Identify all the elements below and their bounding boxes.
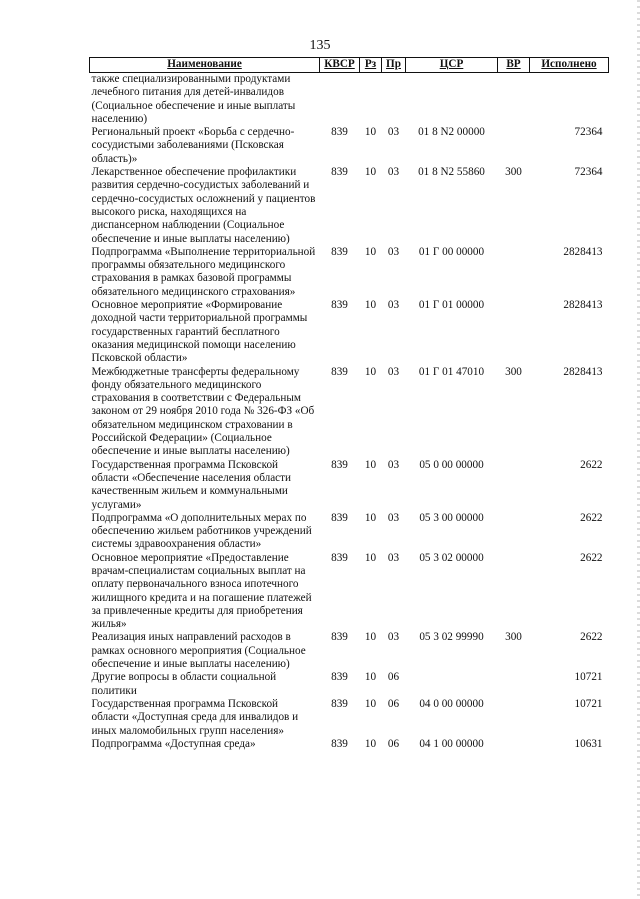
header-vr: ВР bbox=[498, 58, 530, 73]
cell-pr: 03 bbox=[387, 511, 400, 524]
cell-executed: 2828413 bbox=[563, 245, 603, 258]
cell-name: Подпрограмма «Доступная среда» bbox=[91, 737, 256, 750]
table-row bbox=[90, 512, 609, 552]
cell-executed: 2828413 bbox=[563, 365, 603, 378]
cell-rz: 10 bbox=[364, 245, 377, 258]
table-body bbox=[90, 73, 609, 752]
cell-pr: 03 bbox=[387, 299, 400, 312]
cell-executed: 2828413 bbox=[563, 299, 603, 312]
cell-kvsr: 839 bbox=[331, 166, 348, 179]
cell-name: Основное мероприятие «Формирование доходной части территориальной программы государственных гарантий бесплатного оказания медицинской помощи населению Псковской области» bbox=[91, 299, 308, 365]
cell-kvsr bbox=[320, 73, 360, 127]
header-executed: Исполнено bbox=[530, 58, 609, 73]
cell-name: Реализация иных направлений расходов в рамках основного мероприятия (Социальное обеспечение и иные выплаты населению) bbox=[91, 631, 306, 671]
cell-csr: 01 8 N2 55860 bbox=[418, 166, 485, 179]
cell-executed: 2622 bbox=[580, 511, 603, 524]
cell-rz: 10 bbox=[364, 299, 377, 312]
cell-executed: 10631 bbox=[574, 737, 603, 750]
cell-name: Другие вопросы в области социальной политики bbox=[91, 671, 277, 697]
cell-rz: 10 bbox=[364, 737, 377, 750]
cell-rz: 10 bbox=[364, 671, 377, 684]
cell-vr bbox=[498, 459, 530, 512]
cell-pr: 06 bbox=[387, 671, 400, 684]
header-csr: ЦСР bbox=[406, 58, 498, 73]
cell-rz: 10 bbox=[364, 126, 377, 139]
cell-pr: 03 bbox=[387, 126, 400, 139]
cell-vr: 300 bbox=[505, 631, 522, 644]
table-row bbox=[90, 126, 609, 166]
table-row bbox=[90, 246, 609, 299]
cell-kvsr: 839 bbox=[331, 511, 348, 524]
cell-vr bbox=[498, 738, 530, 751]
cell-pr: 03 bbox=[387, 458, 400, 471]
cell-executed: 72364 bbox=[574, 126, 603, 139]
cell-vr bbox=[498, 671, 530, 698]
cell-rz bbox=[360, 73, 382, 127]
cell-vr bbox=[498, 73, 530, 127]
cell-rz: 10 bbox=[364, 365, 377, 378]
cell-kvsr: 839 bbox=[331, 245, 348, 258]
cell-kvsr: 839 bbox=[331, 631, 348, 644]
cell-csr: 01 Г 01 47010 bbox=[418, 365, 485, 378]
cell-vr bbox=[498, 126, 530, 166]
cell-name: Подпрограмма «О дополнительных мерах по обеспечению жильем работников учреждений системы здравоохранения области» bbox=[91, 511, 312, 551]
cell-pr: 06 bbox=[387, 737, 400, 750]
cell-vr bbox=[498, 512, 530, 552]
cell-rz: 10 bbox=[364, 551, 377, 564]
cell-kvsr: 839 bbox=[331, 458, 348, 471]
cell-name: Государственная программа Псковской области «Обеспечение населения области качественным жильем и коммунальными услугами» bbox=[91, 458, 292, 511]
cell-vr bbox=[498, 552, 530, 632]
header-pr: Пр bbox=[382, 58, 406, 73]
cell-rz: 10 bbox=[364, 458, 377, 471]
cell-vr bbox=[498, 299, 530, 365]
cell-vr: 300 bbox=[505, 166, 522, 179]
cell-vr bbox=[498, 698, 530, 738]
header-rz: Рз bbox=[360, 58, 382, 73]
cell-name: Основное мероприятие «Предоставление врачам-специалистам социальных выплат на оплату первоначального взноса ипотечного жилищного кредита и на погашение платежей за привлеченные кредиты для приобретения жилья» bbox=[91, 551, 312, 631]
cell-vr: 300 bbox=[505, 365, 522, 378]
cell-pr: 03 bbox=[387, 631, 400, 644]
table-row bbox=[90, 738, 609, 751]
table-row bbox=[90, 459, 609, 512]
cell-csr: 01 Г 01 00000 bbox=[418, 299, 485, 312]
cell-rz: 10 bbox=[364, 166, 377, 179]
table-row bbox=[90, 73, 609, 127]
cell-csr: 01 8 N2 00000 bbox=[418, 126, 485, 139]
cell-executed: 2622 bbox=[580, 631, 603, 644]
table-row bbox=[90, 552, 609, 632]
cell-kvsr: 839 bbox=[331, 126, 348, 139]
cell-name: Лекарственное обеспечение профилактики развития сердечно-сосудистых заболеваний и сердечно-сосудистых осложнений у пациентов высокого риска, находящихся на диспансерном наблюдении (Социальное обеспечение и иные выплаты населению) bbox=[91, 166, 316, 245]
cell-kvsr: 839 bbox=[331, 737, 348, 750]
cell-name: также специализированными продуктами лечебного питания для детей-инвалидов (Социальное обеспечение и иные выплаты населению) bbox=[91, 73, 296, 125]
cell-executed: 72364 bbox=[574, 166, 603, 179]
cell-executed bbox=[530, 73, 609, 127]
cell-executed: 2622 bbox=[580, 458, 603, 471]
cell-rz: 10 bbox=[364, 511, 377, 524]
cell-csr bbox=[406, 73, 498, 127]
cell-pr: 03 bbox=[387, 365, 400, 378]
table-row bbox=[90, 698, 609, 738]
table-row bbox=[90, 366, 609, 459]
cell-csr: 05 3 02 99990 bbox=[419, 631, 484, 644]
cell-csr: 05 3 00 00000 bbox=[419, 511, 484, 524]
cell-csr: 04 1 00 00000 bbox=[419, 737, 484, 750]
cell-csr: 05 3 02 00000 bbox=[419, 551, 484, 564]
cell-vr bbox=[498, 246, 530, 299]
cell-rz: 10 bbox=[364, 631, 377, 644]
cell-kvsr: 839 bbox=[331, 697, 348, 710]
budget-execution-table bbox=[89, 57, 609, 751]
cell-name: Государственная программа Псковской области «Доступная среда для инвалидов и иных маломобильных групп населения» bbox=[91, 697, 299, 737]
cell-kvsr: 839 bbox=[331, 299, 348, 312]
cell-kvsr: 839 bbox=[331, 551, 348, 564]
cell-pr bbox=[382, 73, 406, 127]
table-row bbox=[90, 299, 609, 365]
cell-name: Подпрограмма «Выполнение территориальной программы обязательного медицинского страхования в рамках базовой программы обязательного медицинского страхования» bbox=[91, 245, 316, 298]
cell-csr: 04 0 00 00000 bbox=[419, 697, 484, 710]
header-name: Наименование bbox=[90, 58, 320, 73]
cell-executed: 2622 bbox=[580, 551, 603, 564]
table-row bbox=[90, 166, 609, 246]
cell-rz: 10 bbox=[364, 697, 377, 710]
cell-pr: 03 bbox=[387, 245, 400, 258]
cell-pr: 03 bbox=[387, 166, 400, 179]
cell-kvsr: 839 bbox=[331, 365, 348, 378]
page-number: 135 bbox=[309, 38, 331, 53]
cell-executed: 10721 bbox=[574, 671, 603, 684]
cell-pr: 03 bbox=[387, 551, 400, 564]
cell-pr: 06 bbox=[387, 697, 400, 710]
cell-csr: 05 0 00 00000 bbox=[419, 458, 484, 471]
cell-csr: 01 Г 00 00000 bbox=[418, 245, 485, 258]
header-kvsr: КВСР bbox=[320, 58, 360, 73]
cell-kvsr: 839 bbox=[331, 671, 348, 684]
cell-executed: 10721 bbox=[574, 697, 603, 710]
cell-csr bbox=[406, 671, 498, 698]
table-row bbox=[90, 631, 609, 671]
cell-name: Региональный проект «Борьба с сердечно-сосудистыми заболеваниями (Псковская область)» bbox=[91, 126, 295, 165]
table-header-row bbox=[90, 58, 609, 73]
cell-name: Межбюджетные трансферты федеральному фонду обязательного медицинского страхования в соответствии с Федеральным законом от 29 ноября 2010 года № 326-ФЗ «Об обязательном медицинском страховании в Российской Федерации» (Социальное обеспечение и иные выплаты населению) bbox=[91, 365, 315, 458]
table-row bbox=[90, 671, 609, 698]
